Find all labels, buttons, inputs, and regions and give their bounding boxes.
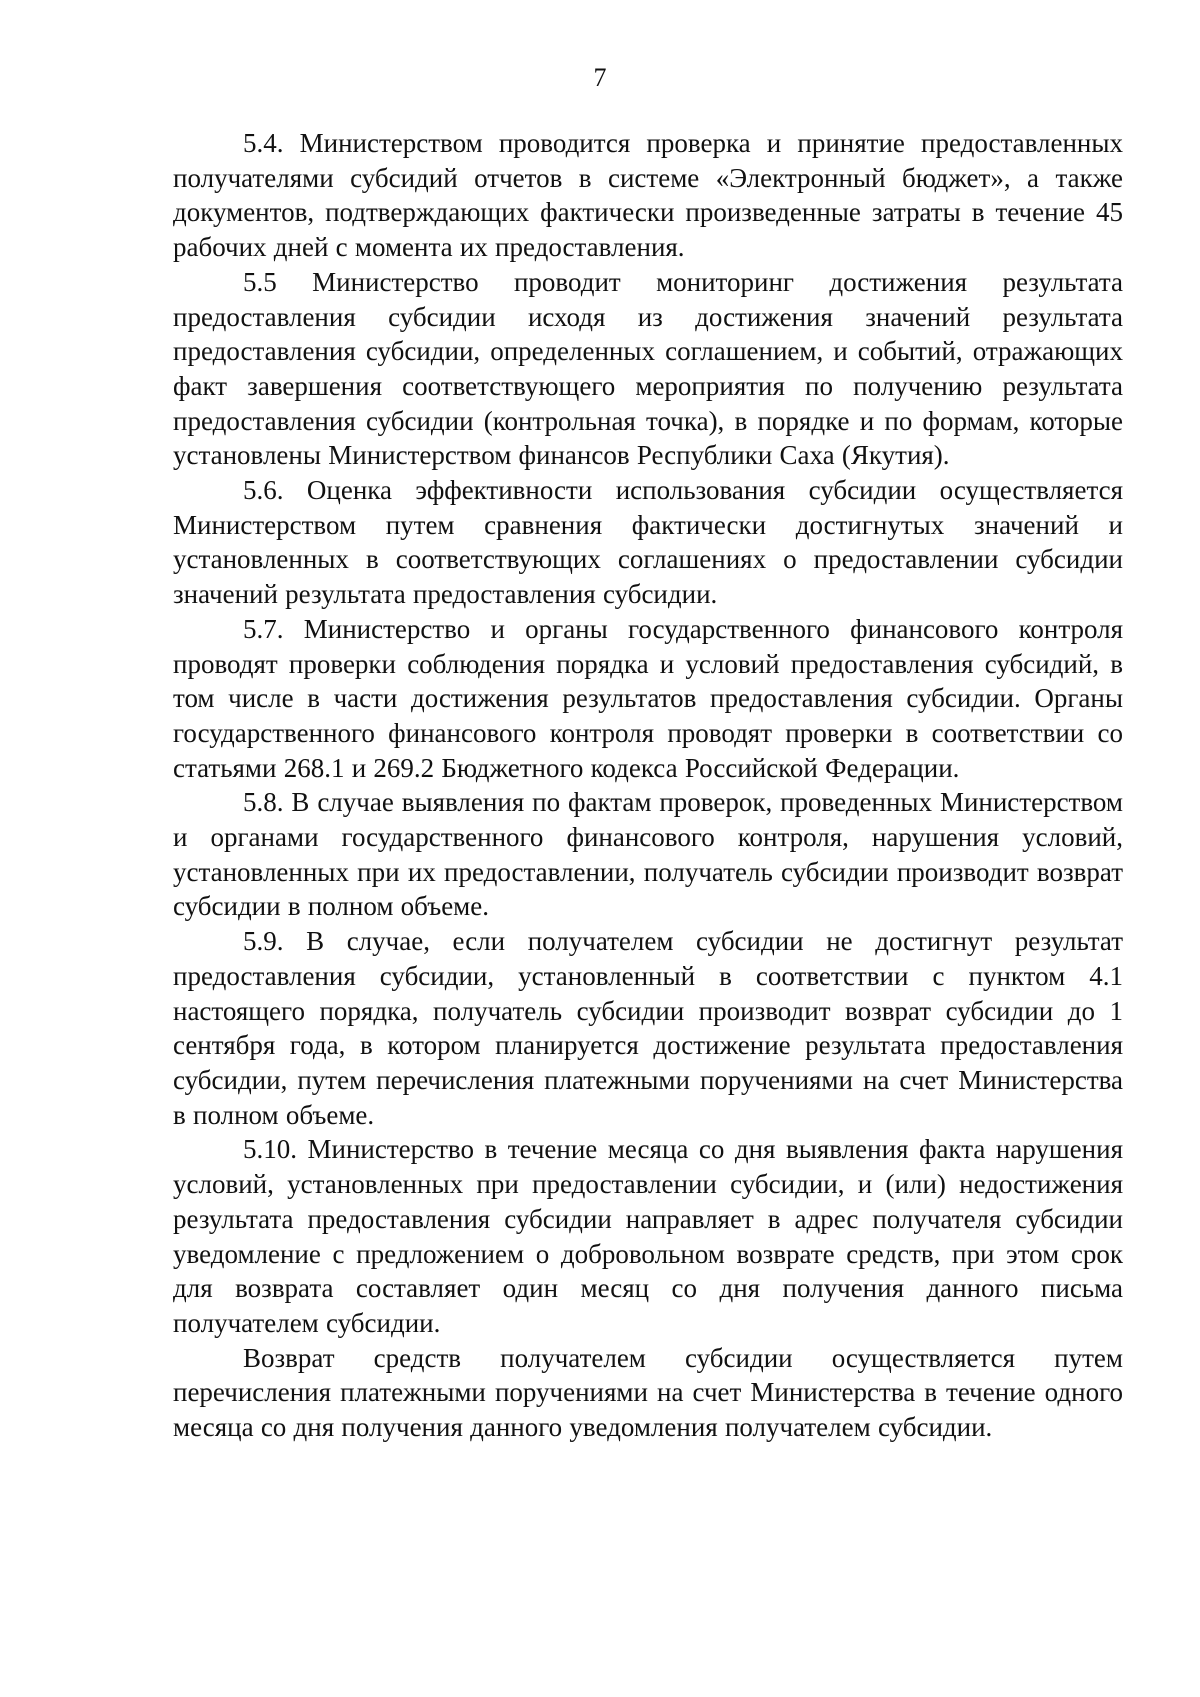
paragraph-5-7: 5.7. Министерство и органы государственного финансового контроля проводят проверки соблюдения порядка и условий предоставления субсидий, в том числе в части достижения результатов предоставления субсидии. Органы государственного финансового контроля проводят проверки в соответствии со статьями 268.1 и 269.2 Бюджетного кодекса Российской Федерации. xyxy=(173,613,1123,783)
paragraph-5-10: 5.10. Министерство в течение месяца со дня выявления факта нарушения условий, установленных при предоставлении субсидии, и (или) недостижения результата предоставления субсидии направляет в адрес получателя субсидии уведомление с предложением о добровольном возврате средств, при этом срок для возврата составляет один месяц со дня получения данного письма получателем субсидии. xyxy=(173,1134,1123,1338)
paragraph-refund: Возврат средств получателем субсидии осуществляется путем перечисления платежными поручениями на счет Министерства в течение одного месяца со дня получения данного уведомления получателем субсидии. xyxy=(173,1342,1123,1443)
paragraph-5-5: 5.5 Министерство проводит мониторинг достижения результата предоставления субсидии исходя из достижения значений результата предоставления субсидии, определенных соглашением, и событий, отражающих факт завершения соответствующего мероприятия по получению результата предоставления субсидии (контрольная точка), в порядке и по формам, которые установлены Министерством финансов Республики Саха (Якутия). xyxy=(173,266,1123,471)
paragraph-5-6: 5.6. Оценка эффективности использования субсидии осуществляется Министерством путем сравнения фактически достигнутых значений и установленных в соответствующих соглашениях о предоставлении субсидии значений результата предоставления субсидии. xyxy=(173,475,1123,610)
paragraph-5-8: 5.8. В случае выявления по фактам проверок, проведенных Министерством и органами государственного финансового контроля, нарушения условий, установленных при их предоставлении, получатель субсидии производит возврат субсидии в полном объеме. xyxy=(173,787,1123,922)
document-body xyxy=(173,126,1123,1445)
paragraph-5-4: 5.4. Министерством проводится проверка и принятие предоставленных получателями субсидий отчетов в системе «Электронный бюджет», а также документов, подтверждающих фактически произведенные затраты в течение 45 рабочих дней с момента их предоставления. xyxy=(173,128,1123,263)
page-number: 7 xyxy=(593,63,607,92)
paragraph-5-9: 5.9. В случае, если получателем субсидии не достигнут результат предоставления субсидии, установленный в соответствии с пунктом 4.1 настоящего порядка, получатель субсидии производит возврат субсидии до 1 сентября года, в котором планируется достижение результата предоставления субсидии, путем перечисления платежными поручениями на счет Министерства в полном объеме. xyxy=(173,926,1123,1130)
